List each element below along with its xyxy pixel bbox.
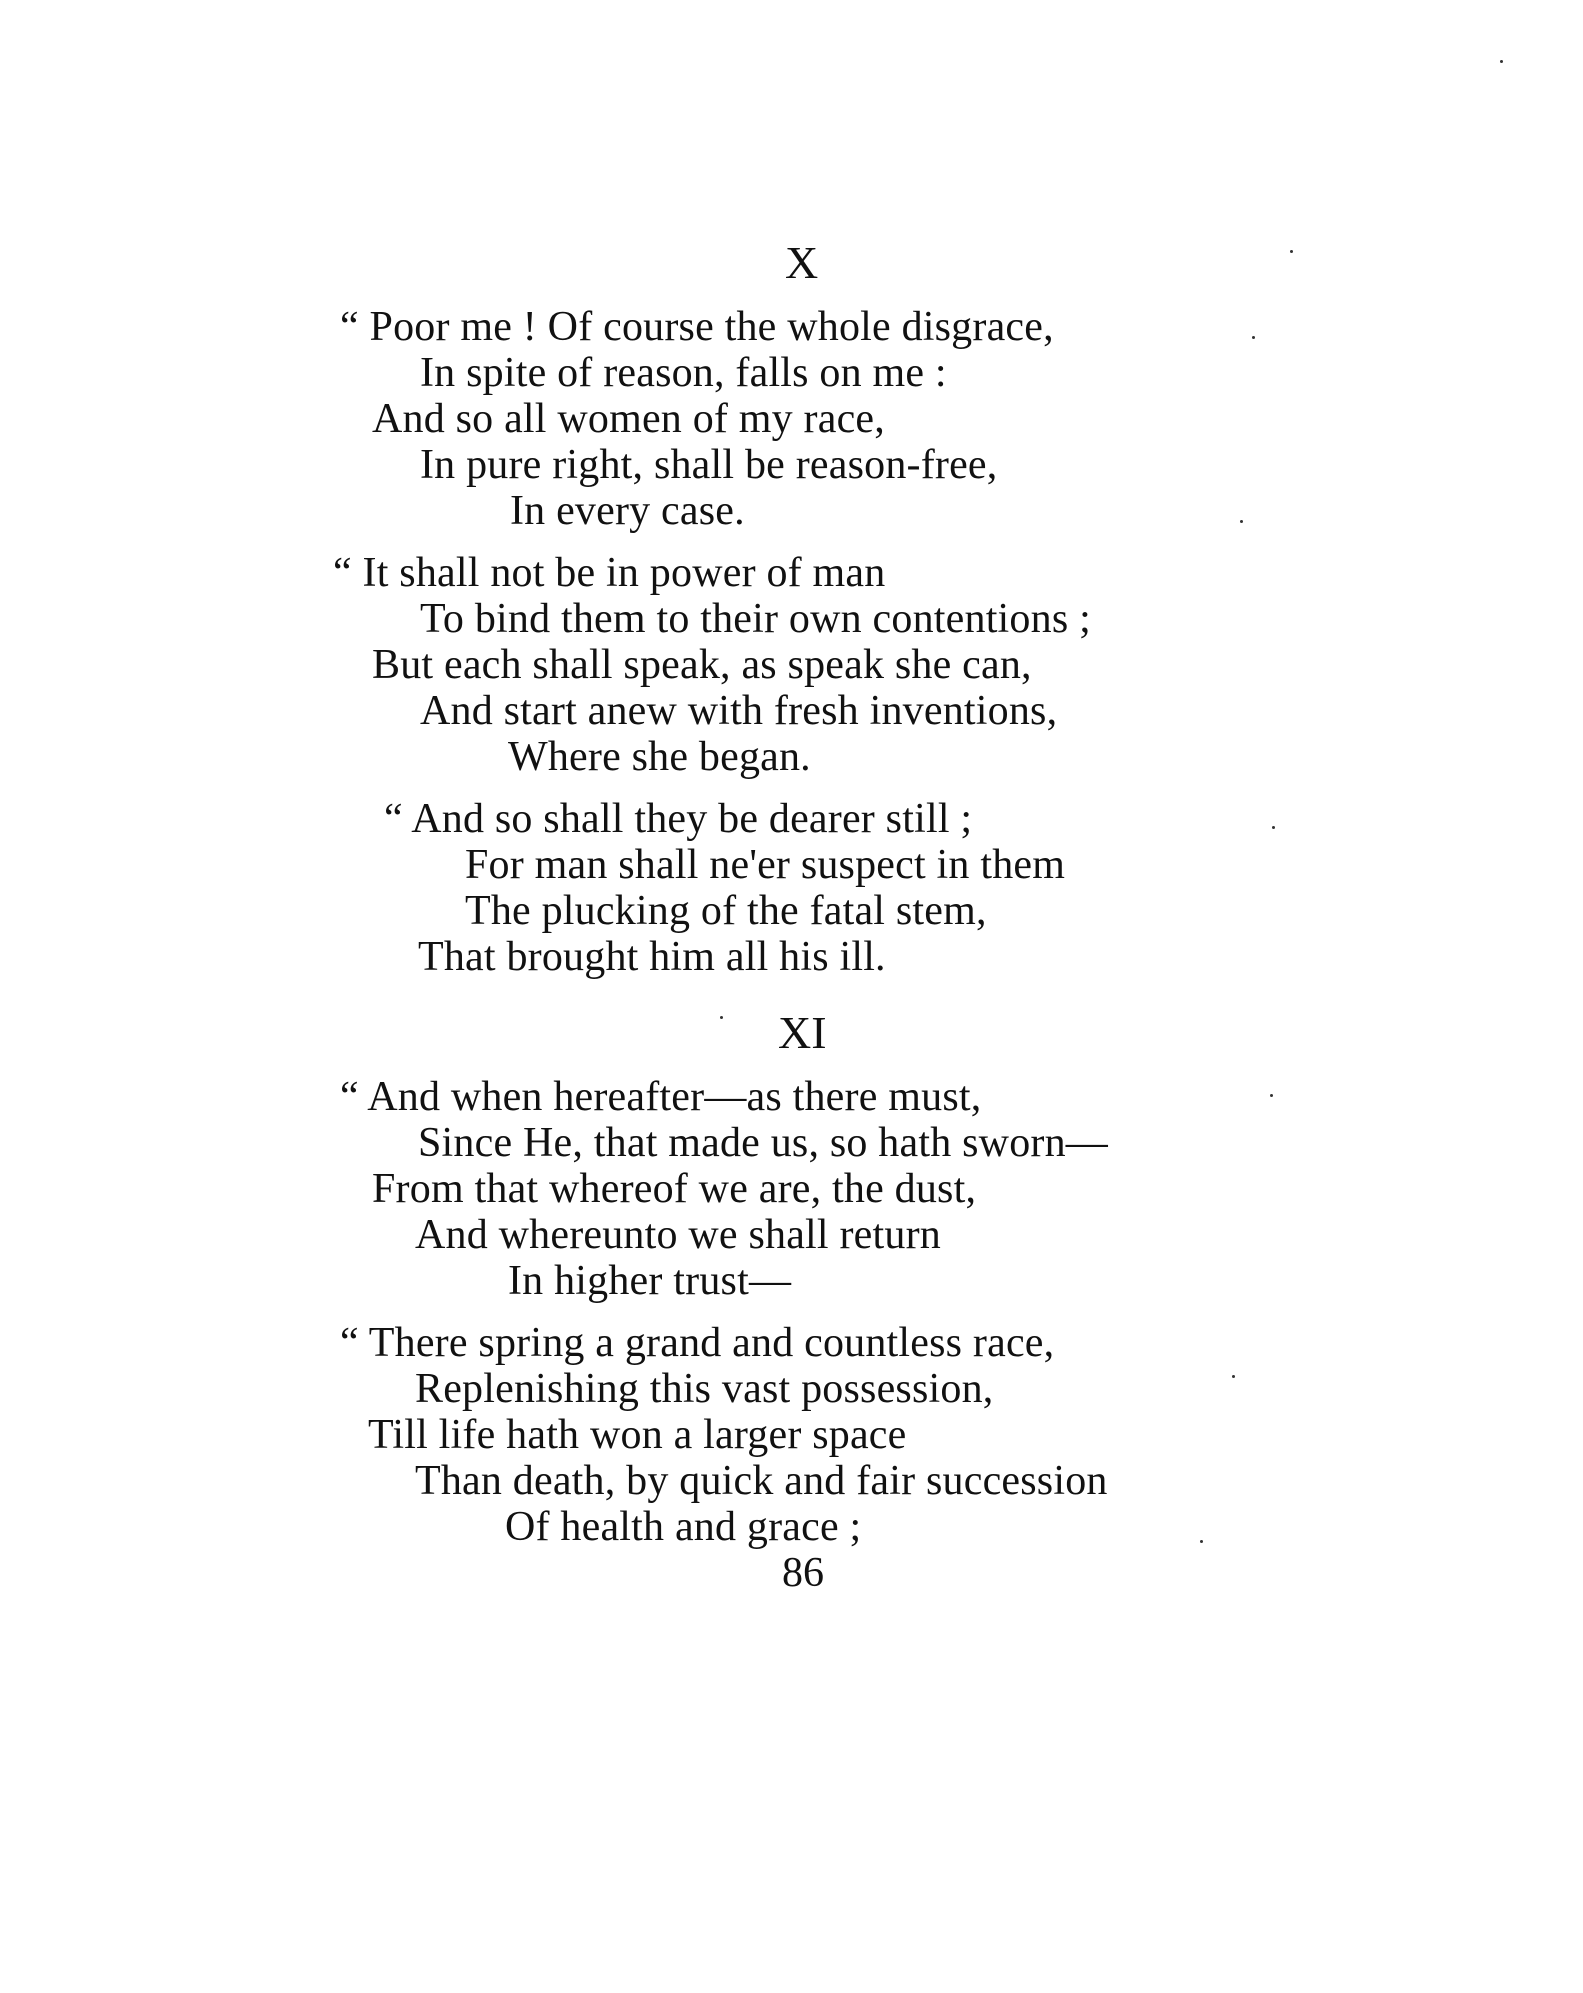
poem-line: Replenishing this vast possession, — [415, 1366, 994, 1412]
poem-line: “ And when hereafter—as there must, — [340, 1074, 982, 1120]
scan-speck — [1290, 250, 1293, 253]
poem-line: For man shall ne'er suspect in them — [465, 842, 1066, 888]
scan-speck — [1500, 60, 1503, 63]
scan-speck — [720, 1016, 723, 1019]
scan-speck — [1272, 826, 1275, 829]
poem-line: Where she began. — [508, 734, 811, 780]
poem-line: From that whereof we are, the dust, — [372, 1166, 977, 1212]
poem-line: In every case. — [510, 488, 745, 534]
poem-line: Than death, by quick and fair succession — [415, 1458, 1108, 1504]
poem-line: Till life hath won a larger space — [368, 1412, 907, 1458]
poem-line: Since He, that made us, so hath sworn— — [418, 1120, 1108, 1166]
poem-line: And whereunto we shall return — [415, 1212, 941, 1258]
poem-line: In spite of reason, falls on me : — [420, 350, 947, 396]
page-number: 86 — [782, 1550, 824, 1596]
poem-line: That brought him all his ill. — [418, 934, 886, 980]
scan-speck — [1240, 520, 1243, 523]
section-numeral-x: X — [785, 237, 819, 288]
poem-line: Of health and grace ; — [505, 1504, 862, 1550]
poem-line: “ There spring a grand and countless race, — [340, 1320, 1055, 1366]
poem-line: And so all women of my race, — [372, 396, 885, 442]
poem-line: And start anew with fresh inventions, — [420, 688, 1058, 734]
section-numeral-xi: XI — [778, 1007, 827, 1058]
poem-line: In higher trust— — [508, 1258, 792, 1304]
poem-line: But each shall speak, as speak she can, — [372, 642, 1032, 688]
scan-speck — [1252, 336, 1255, 339]
poem-line: “ It shall not be in power of man — [333, 550, 886, 596]
scan-speck — [1270, 1094, 1273, 1097]
poem-line: In pure right, shall be reason-free, — [420, 442, 998, 488]
poem-line: “ Poor me ! Of course the whole disgrace, — [340, 304, 1054, 350]
poem-line: The plucking of the fatal stem, — [465, 888, 987, 934]
poem-line: “ And so shall they be dearer still ; — [384, 796, 973, 842]
poem-line: To bind them to their own contentions ; — [420, 596, 1091, 642]
scan-speck — [1200, 1540, 1203, 1543]
scan-speck — [1232, 1375, 1235, 1378]
